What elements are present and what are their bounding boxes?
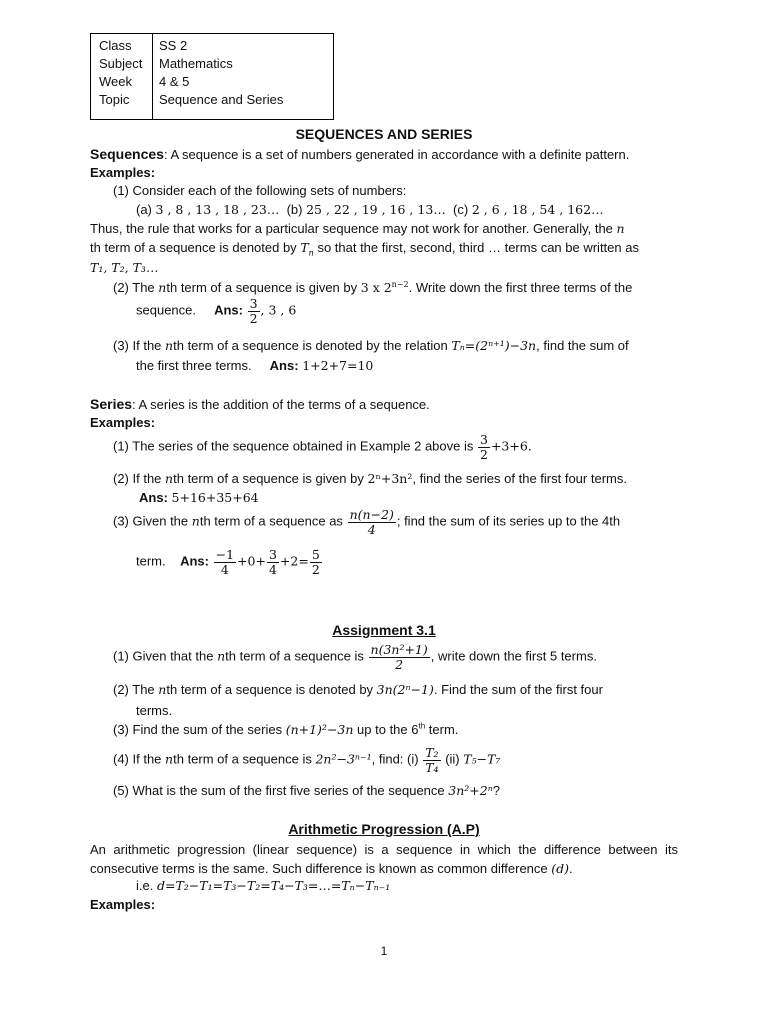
fraction-numerator: 3 [480,432,488,447]
ex-text: , find the series of the first four terms. [412,471,627,486]
ap-formula-line [136,878,390,893]
sequence-example-2-line-1 [113,280,632,295]
ans-label: Ans: [139,490,168,505]
info-row-topic [91,92,333,110]
ans-value: +2= [279,553,309,569]
series-definition-text: : A series is the addition of the terms of a sequence. [132,397,430,412]
fraction-numerator: 3 [249,296,258,311]
series-term: Series [90,396,133,412]
info-key: Subject [99,56,143,71]
fraction-denominator: 2 [311,561,320,577]
ex-text: (2) If the [113,471,162,486]
set-b: 25 , 22 , 19 , 16 , 13… [306,202,446,217]
para-text: Thus, the rule that works for a particular sequence may not work for another. Generally, the [90,221,613,236]
assignment-title: Assignment 3.1 [332,622,436,638]
fraction [310,548,322,577]
ex-text: th term of a sequence is denoted by the relation [173,338,448,353]
q-text: th term of a sequence is denoted by [166,682,374,697]
page-number: 1 [380,944,388,958]
info-value: Sequence and Series [159,92,284,107]
ex2-formula: 2ⁿ+3n² [367,471,413,486]
series-example-1 [113,433,532,462]
q3-formula: (n+1)²−3n [285,722,354,737]
sequences-examples-label: Examples: [90,165,156,180]
assignment-q2-line-1 [113,682,603,697]
examples-label-text: Examples [90,165,151,180]
fraction-numerator: n(3n²+1) [370,642,428,657]
fraction [267,548,279,577]
info-key: Class [99,38,132,53]
set-a-label: (a) [136,202,152,217]
ans-label: Ans: [214,302,243,318]
ex-text: (2) The [113,280,155,295]
ex-text: (1) The series of the sequence obtained in Example 2 above is [113,438,474,454]
ans-value: +0+ [237,553,266,569]
ex-text: th term of a sequence is given by [166,280,358,295]
info-value: 4 & 5 [159,74,190,89]
ap-title: Arithmetic Progression (A.P) [288,821,480,837]
set-b-label: (b) [286,202,303,217]
q-text: , write down the first 5 terms. [430,648,597,664]
fraction [248,297,260,326]
info-value: SS 2 [159,38,188,53]
fraction-denominator: T₄ [425,759,439,775]
ans-label-text: Ans [180,553,205,569]
ex2-formula-base: 3 x 2 [360,280,392,295]
ex-text: , find the sum of [536,338,629,353]
ans-label-text: Ans [269,358,295,373]
var-n: n [165,338,174,353]
para-text: th term of a sequence is denoted by [90,240,297,255]
sequences-definition [90,146,629,162]
ap-paragraph [90,840,678,878]
ex-text: (3) Given the [113,513,189,529]
sequences-paragraph-line-2 [90,240,639,258]
fraction-numerator: 3 [268,547,277,562]
q-text: (5) What is the sum of the first five series of the sequence [113,783,445,798]
fraction-numerator: 5 [311,547,320,562]
var-n: n [165,751,174,767]
assignment-q4 [113,746,500,775]
var-n: n [158,280,167,295]
ap-formula: d=T₂−T₁=T₃−T₂=T₄−T₃=…=Tₙ−Tₙ₋₁ [156,878,391,893]
sequences-term: Sequences [90,146,164,162]
q-text: (1) Given that the [113,648,214,664]
sequence-example-1-sets [136,202,604,217]
fraction [214,548,236,577]
series-examples-label: Examples: [90,415,156,430]
info-table [90,33,334,120]
assignment-q3 [113,722,458,737]
series-example-2-answer [139,490,259,505]
ie-text: i.e. [136,878,154,893]
var-n: n [217,648,226,664]
assignment-q2-line-2: terms. [136,703,173,718]
ex-text: (3) If the [113,338,162,353]
sequences-definition-text: : A sequence is a set of numbers generated in accordance with a definite pattern. [163,147,630,162]
fraction [478,433,490,462]
q-text: , find: (i) [371,751,419,767]
sequence-example-3-line-1 [113,338,629,353]
series-value: +3+6. [490,438,532,454]
set-c: 2 , 6 , 18 , 54 , 162… [471,202,604,217]
ans-value: , 3 , 6 [260,302,297,318]
ans-label-text: Ans [139,490,164,505]
series-example-2 [113,471,627,486]
sequence-example-1: (1) Consider each of the following sets of numbers: [113,183,407,198]
fraction-numerator: −1 [215,547,235,562]
info-row-class [91,38,333,56]
info-key: Topic [99,92,130,107]
fraction-denominator: 2 [480,446,488,462]
ap-examples-label: Examples: [90,897,156,912]
q-text: (ii) [445,751,460,767]
info-row-subject [91,56,333,74]
var-T: T [300,240,309,255]
ap-text: An arithmetic progression (linear sequence) is a sequence in which the difference between its consecutive terms is the same. Such difference is known as common difference [90,842,678,876]
ans-value: 1+2+7=10 [302,358,374,373]
sequences-paragraph-line-1 [90,221,625,236]
q-text: (4) If the [113,751,162,767]
q-text: term. [428,722,459,737]
ex2-formula-exponent: n−2 [391,279,409,289]
fraction-denominator: 4 [367,521,376,537]
var-n: n [191,513,200,529]
fraction-denominator: 4 [268,561,277,577]
q-text: . Find the sum of the first four [433,682,603,697]
var-n: n [616,221,625,236]
fraction-numerator: n(n−2) [349,507,394,522]
ordinal-suffix: th [418,721,426,731]
fraction [369,643,430,672]
sequences-paragraph-line-3: T₁, T₂, T₃… [90,260,159,275]
var-n: n [165,471,174,486]
para-text: so that the first, second, third … terms can be written as [317,240,639,255]
q-text: (3) Find the sum of the series [113,722,283,737]
fraction [348,508,396,537]
var-d: (d) [551,861,570,876]
ap-text: . [569,861,573,876]
page-title: SEQUENCES AND SERIES [295,126,473,142]
q4-formula-2: T₅−T₇ [463,751,501,767]
fraction-denominator: 4 [220,561,229,577]
series-example-3-line-1 [113,508,620,537]
ex-text: ; find the sum of its series up to the 4th [396,513,621,529]
set-c-label: (c) [453,202,469,217]
ans-value: 5+16+35+64 [171,490,259,505]
series-definition [90,396,430,412]
info-row-week [91,74,333,92]
assignment-q1 [113,643,597,672]
fraction [423,746,440,775]
info-key: Week [99,74,132,89]
q-text: th term of a sequence is [173,751,312,767]
set-a: 3 , 8 , 13 , 18 , 23… [155,202,280,217]
q2-formula: 3n(2ⁿ−1) [376,682,434,697]
ex-text: th term of a sequence is given by [173,471,364,486]
ex-text: sequence. [136,302,196,318]
assignment-q5 [113,783,500,798]
series-example-3-line-2 [136,548,323,577]
var-Tn [300,240,314,258]
q-text: up to the 6 [357,722,419,737]
q-text: (2) The [113,682,155,697]
ans-label-text: Ans [214,302,239,318]
q-text: th term of a sequence is [225,648,364,664]
fraction-numerator: T₂ [425,745,439,760]
q-text: ? [492,783,501,798]
var-T-sub: n [308,248,314,258]
q4-formula: 2n²−3ⁿ⁻¹ [315,751,372,767]
ex-text: the first three terms. [136,358,252,373]
ans-label: Ans: [180,553,209,569]
examples-label-text: Examples [90,897,151,912]
ex-text: th term of a sequence as [199,513,343,529]
ans-label: Ans: [269,358,299,373]
sequence-example-2-line-2 [136,297,296,326]
fraction-denominator: 2 [249,310,258,326]
info-value: Mathematics [159,56,233,71]
var-n: n [158,682,167,697]
ex-text: . Write down the first three terms of the [408,280,633,295]
examples-label-text: Examples [90,415,151,430]
ex3-formula: Tₙ=(2ⁿ⁺¹)−3n [451,338,537,353]
sequence-example-3-line-2 [136,358,373,373]
ex2-formula [361,280,409,295]
ex-text: term. [136,553,166,569]
fraction-denominator: 2 [395,656,404,672]
q5-formula: 3n²+2ⁿ [448,783,493,798]
